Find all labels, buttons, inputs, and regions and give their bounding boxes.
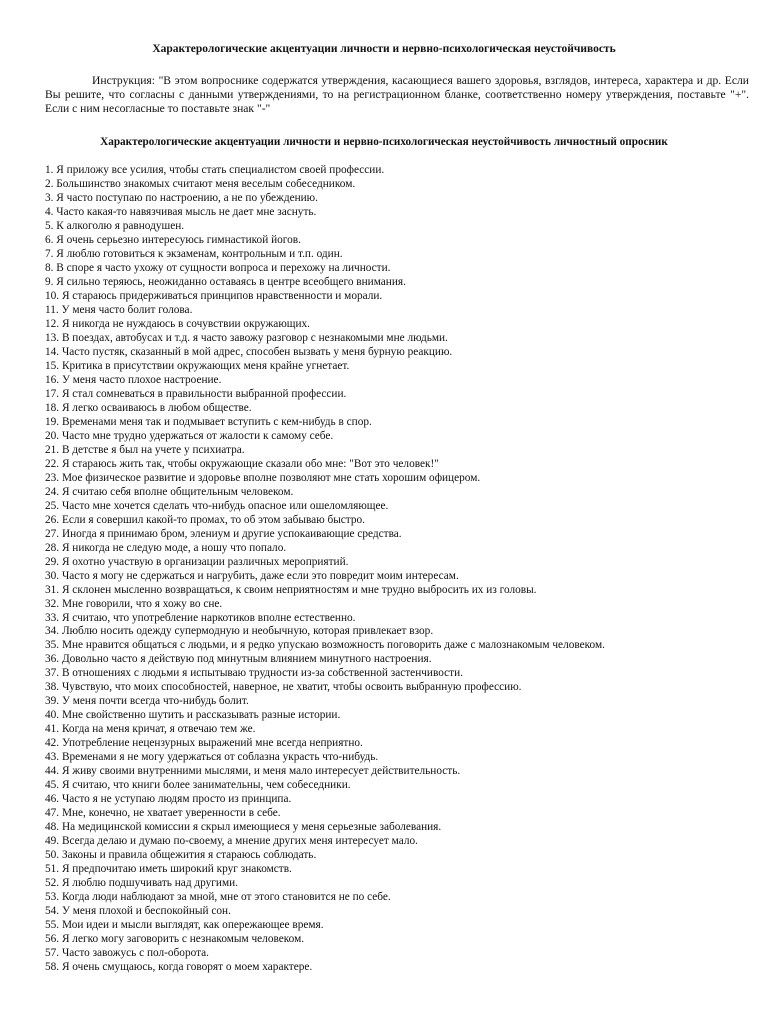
question-item: 58. Я очень смущаюсь, когда говорят о моем характере.: [45, 961, 313, 974]
question-item: 4. Часто какая-то навязчивая мысль не дает мне заснуть.: [45, 205, 317, 218]
question-item: 3. Я часто поступаю по настроению, а не по убеждению.: [45, 191, 318, 204]
question-item: 6. Я очень серьезно интересуюсь гимнастикой йогов.: [45, 233, 301, 246]
question-item: 50. Законы и правила общежития я стараюсь соблюдать.: [45, 849, 317, 862]
question-item: 32. Мне говорили, что я хожу во сне.: [45, 597, 223, 610]
question-item: 40. Мне свойственно шутить и рассказывать разные истории.: [45, 709, 341, 722]
question-item: 23. Мое физическое развитие и здоровье вполне позволяют мне стать хорошим офицером.: [45, 471, 481, 484]
question-item: 7. Я люблю готовиться к экзаменам, контрольным и т.п. один.: [45, 247, 343, 260]
question-item: 28. Я никогда не следую моде, а ношу что попало.: [45, 541, 287, 554]
question-item: 15. Критика в присутствии окружающих меня крайне угнетает.: [45, 359, 350, 372]
question-item: 52. Я люблю подшучивать над другими.: [45, 877, 238, 890]
question-item: 53. Когда люди наблюдают за мной, мне от этого становится не по себе.: [45, 891, 391, 904]
question-item: 55. Мои идеи и мысли выглядят, как опережающее время.: [45, 919, 324, 932]
question-item: 25. Часто мне хочется сделать что-нибудь опасное или ошеломляющее.: [45, 499, 389, 512]
question-item: 39. У меня почти всегда что-нибудь болит.: [45, 695, 249, 708]
instruction-paragraph: Инструкция: "В этом вопроснике содержатся утверждения, касающиеся вашего здоровья, взглядов, интереса, характера и др. Если Вы решите, что согласны с данными утверждениями, то на регистрационном бланке, соответственно номеру утверждения, поставьте "+". Если с ним несогласные то поставьте знак "-": [45, 74, 749, 115]
question-item: 18. Я легко осваиваюсь в любом обществе.: [45, 401, 252, 414]
question-item: 57. Часто завожусь с пол-оборота.: [45, 947, 210, 960]
question-item: 43. Временами я не могу удержаться от соблазна украсть что-нибудь.: [45, 751, 379, 764]
question-item: 12. Я никогда не нуждаюсь в сочувствии окружающих.: [45, 317, 310, 330]
question-item: 45. Я считаю, что книги более занимательны, чем собеседники.: [45, 779, 351, 792]
question-item: 41. Когда на меня кричат, я отвечаю тем же.: [45, 723, 256, 736]
question-item: 26. Если я совершил какой-то промах, то об этом забываю быстро.: [45, 513, 366, 526]
question-item: 31. Я склонен мысленно возвращаться, к своим неприятностям и мне трудно выбросить их из головы.: [45, 583, 537, 596]
question-item: 46. Часто я не уступаю людям просто из принципа.: [45, 793, 292, 806]
question-item: 34. Люблю носить одежду супермодную и необычную, которая привлекает взор.: [45, 625, 434, 638]
question-item: 16. У меня часто плохое настроение.: [45, 373, 222, 386]
question-item: 56. Я легко могу заговорить с незнакомым человеком.: [45, 933, 305, 946]
question-item: 1. Я приложу все усилия, чтобы стать специалистом своей профессии.: [45, 164, 385, 176]
question-item: 51. Я предпочитаю иметь широкий круг знакомств.: [45, 863, 292, 876]
question-item: 33. Я считаю, что употребление наркотиков вполне естественно.: [45, 611, 356, 624]
question-item: 9. Я сильно теряюсь, неожиданно оставаясь в центре всеобщего внимания.: [45, 275, 406, 288]
question-item: 54. У меня плохой и беспокойный сон.: [45, 905, 231, 918]
question-item: 17. Я стал сомневаться в правильности выбранной профессии.: [45, 387, 347, 400]
question-item: 42. Употребление нецензурных выражений мне всегда неприятно.: [45, 737, 363, 750]
question-item: 13. В поездах, автобусах и т.д. я часто завожу разговор с незнакомыми мне людьми.: [45, 331, 448, 344]
question-item: 30. Часто я могу не сдержаться и нагрубить, даже если это повредит моим интересам.: [45, 569, 459, 582]
question-list: [45, 164, 755, 975]
question-item: 44. Я живу своими внутренними мыслями, и меня мало интересует действительность.: [45, 765, 461, 778]
question-item: 11. У меня часто болит голова.: [45, 303, 193, 316]
question-item: 36. Довольно часто я действую под минутным влиянием минутного настроения.: [45, 653, 432, 666]
question-item: 29. Я охотно участвую в организации различных мероприятий.: [45, 555, 349, 568]
question-item: 35. Мне нравится общаться с людьми, и я редко упускаю возможность поговорить даже с малознакомым человеком.: [45, 639, 605, 652]
question-item: 14. Часто пустяк, сказанный в мой адрес, способен вызвать у меня бурную реакцию.: [45, 345, 453, 358]
question-item: 47. Мне, конечно, не хватает уверенности в себе.: [45, 807, 281, 820]
question-item: 10. Я стараюсь придерживаться принципов нравственности и морали.: [45, 289, 383, 302]
question-item: 38. Чувствую, что моих способностей, наверное, не хватит, чтобы освоить выбранную профессию.: [45, 681, 522, 694]
question-item: 49. Всегда делаю и думаю по-своему, а мнение других меня интересует мало.: [45, 835, 418, 848]
question-item: 37. В отношениях с людьми я испытываю трудности из-за собственной застенчивости.: [45, 667, 463, 680]
question-item: 8. В споре я часто ухожу от сущности вопроса и перехожу на личности.: [45, 261, 391, 274]
question-item: 5. К алкоголю я равнодушен.: [45, 219, 185, 232]
question-item: 48. На медицинской комиссии я скрыл имеющиеся у меня серьезные заболевания.: [45, 821, 442, 834]
question-item: 19. Временами меня так и подмывает вступить с кем-нибудь в спор.: [45, 415, 372, 428]
questionnaire-subtitle: Характерологические акцентуации личности и нервно-психологическая неустойчивость личностный опросник: [100, 136, 668, 148]
question-item: 2. Большинство знакомых считают меня веселым собеседником.: [45, 177, 356, 190]
question-item: 24. Я считаю себя вполне общительным человеком.: [45, 485, 294, 498]
question-item: 22. Я стараюсь жить так, чтобы окружающие сказали обо мне: "Вот это человек!": [45, 457, 439, 470]
question-item: 20. Часто мне трудно удержаться от жалости к самому себе.: [45, 429, 334, 442]
question-item: 27. Иногда я принимаю бром, элениум и другие успокаивающие средства.: [45, 527, 402, 540]
document-title: Характерологические акцентуации личности и нервно-психологическая неустойчивость: [152, 43, 616, 55]
question-item: 21. В детстве я был на учете у психиатра.: [45, 443, 245, 456]
